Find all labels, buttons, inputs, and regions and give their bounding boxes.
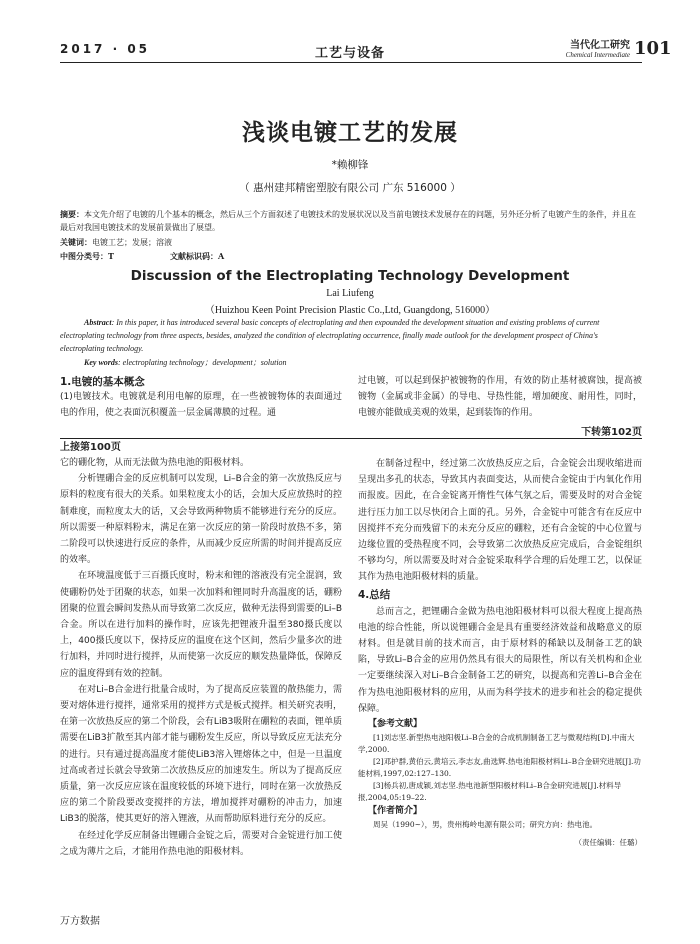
section1-paragraph: (1)电镀技术。电镀就是利用电解的原理，在一些被镀物体的表面通过电的作用，使之表面沉积覆盖一层金属薄膜的过程。通 (60, 392, 342, 419)
lower-right-column (358, 456, 642, 849)
doc-code (170, 250, 224, 263)
lower-left-p1: 分析锂硼合金的反应机制可以发现，Li–B合金的第一次放热反应与原料的粒度有很大的关系。如果粒度太小的话，会加大反应放热时的控制难度，而粒度太大的话，又会导致两种物质不能够进行充分的反应。所以需要一种原料粉末，满足在第一次反应的第一阶段时放热不多，第二阶段可以快速进行反应的条件，从而减少反应所需的时间并提高反应的效率。 (60, 474, 342, 566)
keywords-label: 关键词： (60, 237, 92, 247)
section4-heading: 4.总结 (358, 588, 391, 601)
editor-credit: （责任编辑：任璐） (574, 838, 642, 848)
english-author: Lai Liufeng (326, 288, 374, 299)
author-bio: 周吴（1990~），男，贵州梅岭电源有限公司；研究方向：热电池。 (373, 820, 598, 830)
abstract (60, 208, 642, 234)
english-abstract-label: Abstract (84, 318, 112, 327)
english-abstract-text: In this paper, it has introduced several basic concepts of electroplating and then expounded the development situation and existing problems of current electroplating technology from three aspects, besides, analyzed the condition of electroplating occurrence, finally made outlook for the development prospect of China's electroplating technology. (60, 318, 600, 353)
continued-to-label: 下转第102页 (581, 427, 642, 438)
lower-right-p2: 总而言之，把锂硼合金做为热电池阳极材料可以很大程度上提高热电池的综合性能，所以说锂硼合金是具有重要经济效益和战略意义的原材料。但是就目前的技术而言，由于原材料的稀缺以及制备工艺的缺陷，导致Li–B合金的应用仍然具有很大的局限性，所以有关机构和企业一定要继续深入对Li–B合金制备工艺的研究，以提高和完善Li–B合金在作为热电池阳极材料的应用，从而为科学技术的进步和社会的稳定提供保障。 (358, 606, 642, 714)
divider-rule (60, 438, 642, 439)
english-keywords-text: electroplating technology；development；solution (122, 358, 287, 367)
english-keywords-label: Key words (84, 358, 118, 367)
article-title: 浅谈电镀工艺的发展 (242, 120, 458, 146)
lower-left-p3: 在对Li–B合金进行批量合成时，为了提高反应装置的散热能力，需要对熔体进行搅拌，通常采用的搅拌方式是板式搅拌。相关研究表明，在第一次放热反应的第二个阶段，会有LiB3吸附在硼粒的表面，锂单质需要在LiB3扩散至其内部才能与硼粉发生反应，所以导致反应无法充分的进行。只有通过提高温度才能使LiB3溶入锂熔体之中，但是一旦温度过高或者过长就会导致第二次放热反应的加速发生。所以为了提高反应质量，第一次反应应该在温度较低的环境下进行，同时在第一次放热反应的第二个阶段要改变搅拌的方法，增加搅拌对硼粉的冲击力，加速LiB3的脱落，使其更好的溶入锂液，从而帮助原料进行充分的反应。 (60, 684, 342, 825)
journal-name-cn: 当代化工研究 (570, 40, 630, 51)
journal-name-en: Chemical Intermediate (565, 51, 630, 59)
continued-from-label: 上接第100页 (60, 442, 121, 453)
article-affiliation: （ 惠州建邦精密塑胶有限公司 广东 516000 ） (239, 182, 461, 194)
footer-source: 万方数据 (60, 916, 100, 927)
reference-item: [3]杨兵初,唐成颖,刘志坚.热电池新型阳极材料Li–B合金研究进展[J].材料导报,2004,05:19–22. (358, 781, 622, 803)
journal-name (512, 40, 630, 60)
reference-item: [1]刘志坚.新型热电池阳极Li–B合金的合成机制制备工艺与微观结构[D].中南大学,2000. (358, 733, 635, 755)
reference-item: [2]邓护群,黄伯云,黄培云,李志友,曲选辉.热电池阳极材料Li–B合金研究进展[J].功能材料,1997,02:127–130. (358, 757, 641, 779)
issue-label: 2017 · 05 (60, 42, 151, 56)
keywords (60, 236, 172, 249)
section1-heading: 1.电镀的基本概念 (60, 376, 145, 388)
references-heading: 【参考文献】 (368, 719, 423, 730)
lower-left-column (60, 440, 342, 860)
clc-label: 中图分类号： (60, 251, 108, 261)
english-title: Discussion of the Electroplating Technology Development (130, 268, 570, 284)
abstract-label: 摘要： (60, 209, 84, 219)
clc-number (60, 250, 114, 263)
page-number: 101 (634, 38, 672, 59)
keywords-text: 电镀工艺；发展；溶液 (92, 238, 172, 247)
section1-continuation: 过电镀，可以起到保护被镀物的作用，有效的防止基材被腐蚀，提高被镀物（金属或非金属）的导电、导热性能，增加硬度、耐用性，同时，电镀亦能做成美观的效果，起到装饰的作用。 (358, 376, 642, 419)
lower-left-p0: 它的硼化物，从而无法做为热电池的阳极材料。 (60, 458, 250, 468)
doc-code-value: A (218, 251, 225, 261)
section-label: 工艺与设备 (314, 46, 385, 61)
author-bio-heading: 【作者简介】 (368, 806, 423, 817)
article-author: *赖柳锋 (331, 159, 369, 171)
english-abstract: Abstract: In this paper, it has introduced several basic concepts of electroplating and then expounded the development situation and existing problems of current electroplating technology from three aspects, besides, analyzed the condition of electroplating occurrence, finally made outlook for the development prospect of China's electroplating technology. (60, 318, 600, 353)
header-rule (60, 62, 642, 63)
abstract-text: 本文先介绍了电镀的几个基本的概念，然后从三个方面叙述了电镀技术的发展状况以及当前电镀技术发展存在的问题，另外还分析了电镀产生的条件，并且在最后对我国电镀技术的发展前景做出了展望。 (60, 210, 636, 232)
english-affiliation: （Huizhou Keen Point Precision Plastic Co.,Ltd, Guangdong, 516000） (204, 305, 496, 316)
clc-value: T (108, 251, 114, 261)
english-keywords: Key words: electroplating technology；development；solution (84, 358, 287, 367)
doc-code-label: 文献标识码： (170, 251, 218, 261)
lower-left-p4: 在经过化学反应制备出锂硼合金锭之后，需要对合金锭进行加工使之成为薄片之后，才能用作热电池的阳极材料。 (60, 830, 342, 857)
lower-right-p1: 在制备过程中，经过第二次放热反应之后，合金锭会出现收缩进而呈现出多孔的状态，导致其内表面变达，从而使合金锭由于内氧化作用而报废。因此，在合金锭离开惰性气体气氛之后，需要及时的对合金锭进行压力加工以尽快闭合上面的孔。另外，合金锭中可能含有在反应中因搅拌不充分而残留下的未充分反应的硼粒，还有合金锭的中心位置与边缘位置的受热程度不同，会导致第二次放热反应完成后，合金锭组织不够均匀，所以需要及时对合金锭采取科学合理的后处理工艺，以保证其作为热电池阳极材料的质量。 (358, 459, 642, 583)
lower-left-p2: 在环境温度低于三百摄氏度时，粉末和锂的溶液没有完全混润，致使硼粉仍处于团聚的状态，如果一次加料和锂同时升高温度的话，硼粉团聚的位置会瞬间发热从而导致第二次反应，做种无法得到需要的Li–B合金。所以在进行加料的操作时，应该先把锂液升温至380摄氏度以上，400摄氏度以下，保持反应的温度在这个区间，然后少量多次的进行加料，并同时进行搅拌，从而使第一次反应的顺发热量降低，保障反应的温度得到有效的控制。 (60, 571, 342, 679)
